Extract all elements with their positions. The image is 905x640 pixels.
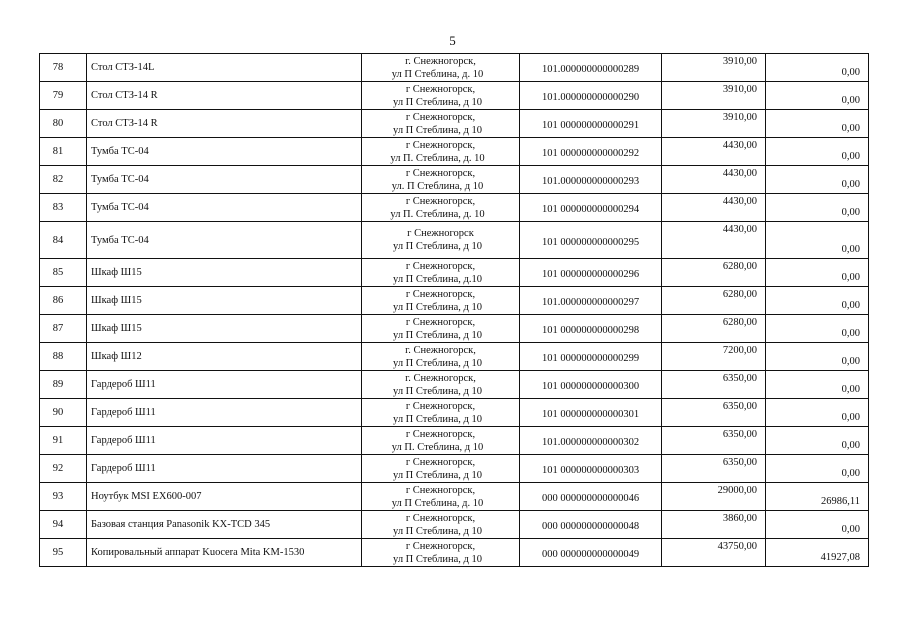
table-row xyxy=(40,511,869,539)
residual-cost: 0,00 xyxy=(766,259,869,287)
row-number: 93 xyxy=(40,483,87,511)
row-number: 90 xyxy=(40,399,87,427)
item-name: Гардероб Ш11 xyxy=(87,427,362,455)
address-street: ул П Стеблина, д 10 xyxy=(393,96,482,108)
table-row xyxy=(40,315,869,343)
item-address xyxy=(362,343,520,371)
item-address xyxy=(362,222,520,259)
table-row xyxy=(40,455,869,483)
address-city: г Снежногорск, xyxy=(405,512,476,524)
residual-cost: 0,00 xyxy=(766,343,869,371)
residual-cost: 0,00 xyxy=(766,110,869,138)
inventory-number: 101 000000000000291 xyxy=(520,110,662,138)
address-street: ул П Стеблина, д.10 xyxy=(393,273,482,285)
table-row xyxy=(40,539,869,567)
item-address xyxy=(362,287,520,315)
item-name: Стол СТЗ-14 R xyxy=(87,110,362,138)
address-city: г Снежногорск, xyxy=(405,139,476,151)
initial-cost: 6280,00 xyxy=(662,287,766,315)
initial-cost: 3910,00 xyxy=(662,110,766,138)
address-city: г Снежногорск, xyxy=(405,195,476,207)
item-address xyxy=(362,511,520,539)
item-address xyxy=(362,194,520,222)
inventory-number: 101.000000000000302 xyxy=(520,427,662,455)
table-row xyxy=(40,259,869,287)
row-number: 85 xyxy=(40,259,87,287)
initial-cost: 6350,00 xyxy=(662,427,766,455)
address-city: г Снежногорск, xyxy=(405,288,476,300)
residual-cost: 0,00 xyxy=(766,315,869,343)
residual-cost: 0,00 xyxy=(766,287,869,315)
inventory-number: 101 000000000000292 xyxy=(520,138,662,166)
initial-cost: 6350,00 xyxy=(662,371,766,399)
item-name: Шкаф Ш15 xyxy=(87,287,362,315)
table-body xyxy=(40,54,869,567)
table-row xyxy=(40,343,869,371)
item-name: Базовая станция Panasonik KX-TCD 345 xyxy=(87,511,362,539)
item-name: Гардероб Ш11 xyxy=(87,371,362,399)
address-city: г Снежногорск xyxy=(407,228,474,239)
item-name: Гардероб Ш11 xyxy=(87,455,362,483)
address-street: ул П Стеблина, д 10 xyxy=(393,329,482,341)
item-name: Стол СТЗ-14 R xyxy=(87,82,362,110)
residual-cost: 0,00 xyxy=(766,427,869,455)
inventory-number: 101 000000000000300 xyxy=(520,371,662,399)
address-street: ул П Стеблина, д 10 xyxy=(393,124,482,136)
inventory-number: 101 000000000000299 xyxy=(520,343,662,371)
table-row xyxy=(40,287,869,315)
address-street: ул П. Стеблина, д. 10 xyxy=(390,152,485,164)
table-row xyxy=(40,371,869,399)
inventory-number: 101.000000000000293 xyxy=(520,166,662,194)
row-number: 83 xyxy=(40,194,87,222)
inventory-number: 101 000000000000295 xyxy=(520,222,662,259)
address-street: ул П. Стеблина, д 10 xyxy=(391,441,484,453)
row-number: 78 xyxy=(40,54,87,82)
address-city: г Снежногорск, xyxy=(405,83,476,95)
initial-cost: 7200,00 xyxy=(662,343,766,371)
address-city: г Снежногорск, xyxy=(405,260,476,272)
initial-cost: 3860,00 xyxy=(662,511,766,539)
item-address xyxy=(362,138,520,166)
table-row xyxy=(40,483,869,511)
address-street: ул П Стеблина, д 10 xyxy=(393,301,482,313)
address-street: ул П Стеблина, д. 10 xyxy=(391,497,484,509)
residual-cost: 0,00 xyxy=(766,399,869,427)
table-row xyxy=(40,82,869,110)
residual-cost: 0,00 xyxy=(766,54,869,82)
initial-cost: 43750,00 xyxy=(662,539,766,567)
initial-cost: 4430,00 xyxy=(662,222,766,259)
residual-cost: 41927,08 xyxy=(766,539,869,567)
row-number: 84 xyxy=(40,222,87,259)
row-number: 94 xyxy=(40,511,87,539)
inventory-number: 101 000000000000303 xyxy=(520,455,662,483)
inventory-number: 000 000000000000046 xyxy=(520,483,662,511)
residual-cost: 0,00 xyxy=(766,138,869,166)
initial-cost: 29000,00 xyxy=(662,483,766,511)
address-city: г Снежногорск, xyxy=(405,428,476,440)
initial-cost: 4430,00 xyxy=(662,166,766,194)
table-row xyxy=(40,138,869,166)
item-name: Шкаф Ш12 xyxy=(87,343,362,371)
residual-cost: 26986,11 xyxy=(766,483,869,511)
item-address xyxy=(362,82,520,110)
row-number: 89 xyxy=(40,371,87,399)
row-number: 86 xyxy=(40,287,87,315)
initial-cost: 6280,00 xyxy=(662,259,766,287)
row-number: 92 xyxy=(40,455,87,483)
initial-cost: 4430,00 xyxy=(662,194,766,222)
address-city: г Снежногорск, xyxy=(405,484,476,496)
row-number: 87 xyxy=(40,315,87,343)
address-street: ул П Стеблина, д 10 xyxy=(393,357,482,369)
residual-cost: 0,00 xyxy=(766,166,869,194)
table-row xyxy=(40,166,869,194)
item-address xyxy=(362,315,520,343)
inventory-number: 101 000000000000294 xyxy=(520,194,662,222)
item-address xyxy=(362,259,520,287)
item-name: Гардероб Ш11 xyxy=(87,399,362,427)
address-street: ул П. Стеблина, д. 10 xyxy=(390,208,485,220)
item-address xyxy=(362,110,520,138)
residual-cost: 0,00 xyxy=(766,194,869,222)
item-address xyxy=(362,427,520,455)
item-name: Тумба ТС-04 xyxy=(87,138,362,166)
initial-cost: 3910,00 xyxy=(662,82,766,110)
table-row xyxy=(40,54,869,82)
address-street: ул П Стеблина, д. 10 xyxy=(391,68,484,80)
item-address xyxy=(362,539,520,567)
row-number: 95 xyxy=(40,539,87,567)
address-street: ул П Стеблина, д 10 xyxy=(393,241,482,252)
address-street: ул. П Стеблина, д 10 xyxy=(391,180,484,192)
row-number: 88 xyxy=(40,343,87,371)
inventory-number: 101.000000000000290 xyxy=(520,82,662,110)
initial-cost: 6350,00 xyxy=(662,399,766,427)
residual-cost: 0,00 xyxy=(766,511,869,539)
inventory-number: 000 000000000000049 xyxy=(520,539,662,567)
item-name: Тумба ТС-04 xyxy=(87,194,362,222)
address-street: ул П Стеблина, д 10 xyxy=(393,385,482,397)
address-city: г Снежногорск, xyxy=(405,111,476,123)
initial-cost: 3910,00 xyxy=(662,54,766,82)
inventory-number: 000 000000000000048 xyxy=(520,511,662,539)
address-city: г Снежногорск, xyxy=(405,540,476,552)
page-number: 5 xyxy=(449,33,456,48)
table-row xyxy=(40,399,869,427)
table-row xyxy=(40,427,869,455)
initial-cost: 6280,00 xyxy=(662,315,766,343)
row-number: 82 xyxy=(40,166,87,194)
inventory-number: 101.000000000000297 xyxy=(520,287,662,315)
initial-cost: 4430,00 xyxy=(662,138,766,166)
item-name: Шкаф Ш15 xyxy=(87,315,362,343)
row-number: 79 xyxy=(40,82,87,110)
item-name: Стол СТЗ-14L xyxy=(87,54,362,82)
item-address xyxy=(362,166,520,194)
address-street: ул П Стеблина, д 10 xyxy=(393,553,482,565)
row-number: 81 xyxy=(40,138,87,166)
address-street: ул П Стеблина, д 10 xyxy=(393,525,482,537)
item-name: Копировальный аппарат Kuocera Mita KM-1530 xyxy=(87,539,362,567)
table-row xyxy=(40,110,869,138)
row-number: 91 xyxy=(40,427,87,455)
address-city: г Снежногорск, xyxy=(405,456,476,468)
item-name: Шкаф Ш15 xyxy=(87,259,362,287)
inventory-number: 101 000000000000296 xyxy=(520,259,662,287)
inventory-number: 101.000000000000289 xyxy=(520,54,662,82)
address-street: ул П Стеблина, д 10 xyxy=(393,469,482,481)
address-city: г. Снежногорск, xyxy=(405,372,476,384)
item-name: Тумба ТС-04 xyxy=(87,166,362,194)
residual-cost: 0,00 xyxy=(766,82,869,110)
address-street: ул П Стеблина, д 10 xyxy=(393,413,482,425)
item-address xyxy=(362,371,520,399)
row-number: 80 xyxy=(40,110,87,138)
item-name: Ноутбук MSI EX600-007 xyxy=(87,483,362,511)
item-address xyxy=(362,455,520,483)
address-city: г Снежногорск, xyxy=(405,400,476,412)
address-city: г. Снежногорск, xyxy=(405,55,476,67)
address-city: г Снежногорск, xyxy=(405,316,476,328)
inventory-table xyxy=(39,53,869,567)
address-city: г. Снежногорск, xyxy=(405,344,476,356)
table-row xyxy=(40,194,869,222)
item-address xyxy=(362,399,520,427)
table-row xyxy=(40,222,869,259)
inventory-number: 101 000000000000301 xyxy=(520,399,662,427)
initial-cost: 6350,00 xyxy=(662,455,766,483)
residual-cost: 0,00 xyxy=(766,455,869,483)
item-address xyxy=(362,483,520,511)
residual-cost: 0,00 xyxy=(766,222,869,259)
inventory-number: 101 000000000000298 xyxy=(520,315,662,343)
item-name: Тумба ТС-04 xyxy=(87,222,362,259)
address-city: г Снежногорск, xyxy=(405,167,476,179)
item-address xyxy=(362,54,520,82)
residual-cost: 0,00 xyxy=(766,371,869,399)
